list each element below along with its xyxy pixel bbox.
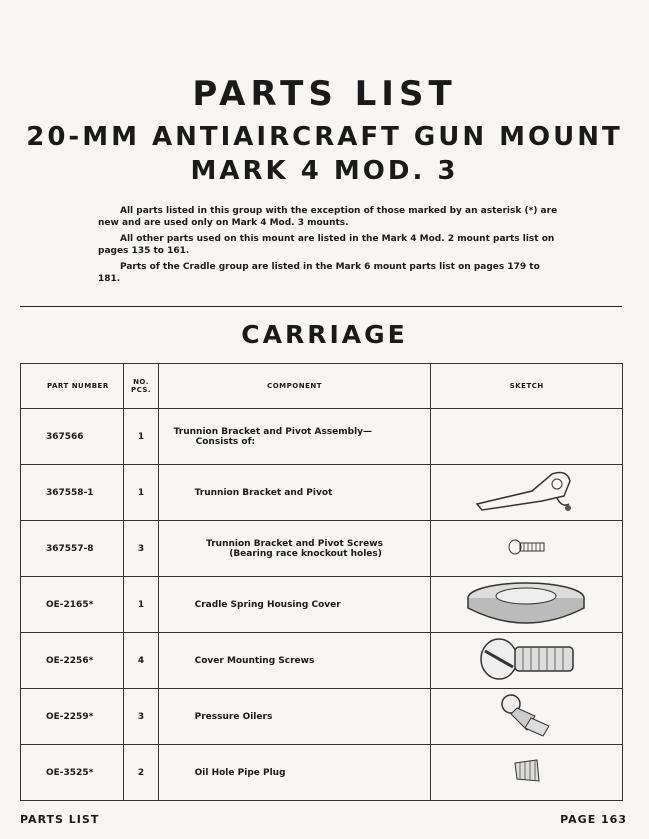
table-row xyxy=(21,409,623,465)
pieces-count: 1 xyxy=(124,409,158,465)
part-number: OE-2256* xyxy=(21,633,124,689)
part-number: 367557-8 xyxy=(21,521,124,577)
divider xyxy=(20,306,622,307)
table-header xyxy=(21,364,623,409)
sketch-cell xyxy=(431,465,623,521)
pieces-count: 1 xyxy=(124,465,158,521)
bracket-sketch-icon xyxy=(472,509,582,519)
subtitle-mount: 20-MM ANTIAIRCRAFT GUN MOUNT xyxy=(26,122,623,152)
component-name: Pressure Oilers xyxy=(194,711,273,722)
component-note: (Bearing race knockout holes) xyxy=(229,548,382,559)
intro-paragraph: All parts listed in this group with the exception of those marked by an asterisk (*) are new and are used only on Mark 4 Mod. 3 mounts. xyxy=(98,206,558,228)
part-number: 367566 xyxy=(21,409,124,465)
component-cell xyxy=(158,409,431,465)
component-name: Trunnion Bracket and Pivot xyxy=(194,487,333,498)
part-number: 367558-1 xyxy=(21,465,124,521)
intro-text xyxy=(98,205,558,289)
footer-left: PARTS LIST xyxy=(20,813,100,826)
page-title: PARTS LIST xyxy=(192,74,457,114)
table-row xyxy=(21,745,623,801)
small-screw-sketch-icon xyxy=(507,550,547,560)
col-pcs: NO. PCS. xyxy=(124,364,158,409)
sketch-cell xyxy=(431,409,623,465)
component-cell xyxy=(158,465,431,521)
part-number: OE-2165* xyxy=(21,577,124,633)
section-title: CARRIAGE xyxy=(241,320,408,349)
component-name: Cover Mounting Screws xyxy=(194,655,315,666)
sketch-cell xyxy=(431,521,623,577)
screw-sketch-icon xyxy=(477,674,577,684)
component-cell xyxy=(158,521,431,577)
part-number: OE-3525* xyxy=(21,745,124,801)
plug-sketch-icon xyxy=(511,778,543,788)
component-cell xyxy=(158,745,431,801)
oiler-sketch-icon xyxy=(497,731,557,741)
table-row xyxy=(21,689,623,745)
intro-paragraph: Parts of the Cradle group are listed in the Mark 6 mount parts list on pages 179 to 181. xyxy=(98,262,540,284)
table-row xyxy=(21,633,623,689)
component-name: Oil Hole Pipe Plug xyxy=(194,767,286,778)
sketch-cell xyxy=(431,633,623,689)
sketch-cell xyxy=(431,745,623,801)
table-row xyxy=(21,577,623,633)
col-component: COMPONENT xyxy=(158,364,431,409)
col-sketch: SKETCH xyxy=(431,364,623,409)
pieces-count: 4 xyxy=(124,633,158,689)
pieces-count: 2 xyxy=(124,745,158,801)
part-number: OE-2259* xyxy=(21,689,124,745)
cover-sketch-icon xyxy=(464,619,589,629)
col-part-number: PART NUMBER xyxy=(21,364,124,409)
component-name: Trunnion Bracket and Pivot Assembly— xyxy=(173,426,373,437)
pieces-count: 3 xyxy=(124,689,158,745)
component-cell xyxy=(158,633,431,689)
sketch-cell xyxy=(431,689,623,745)
subtitle-mark: MARK 4 MOD. 3 xyxy=(190,156,459,186)
component-name: Trunnion Bracket and Pivot Screws xyxy=(206,538,383,549)
component-name: Cradle Spring Housing Cover xyxy=(194,599,341,610)
component-cell xyxy=(158,689,431,745)
pieces-count: 3 xyxy=(124,521,158,577)
parts-table xyxy=(20,363,623,801)
pieces-count: 1 xyxy=(124,577,158,633)
sketch-cell xyxy=(431,577,623,633)
component-cell xyxy=(158,577,431,633)
component-note: Consists of: xyxy=(195,436,256,447)
footer-page-number: PAGE 163 xyxy=(560,813,627,826)
table-row xyxy=(21,521,623,577)
table-row xyxy=(21,465,623,521)
intro-paragraph: All other parts used on this mount are listed in the Mark 4 Mod. 2 mount parts list on pages 135 to 161. xyxy=(98,234,555,256)
